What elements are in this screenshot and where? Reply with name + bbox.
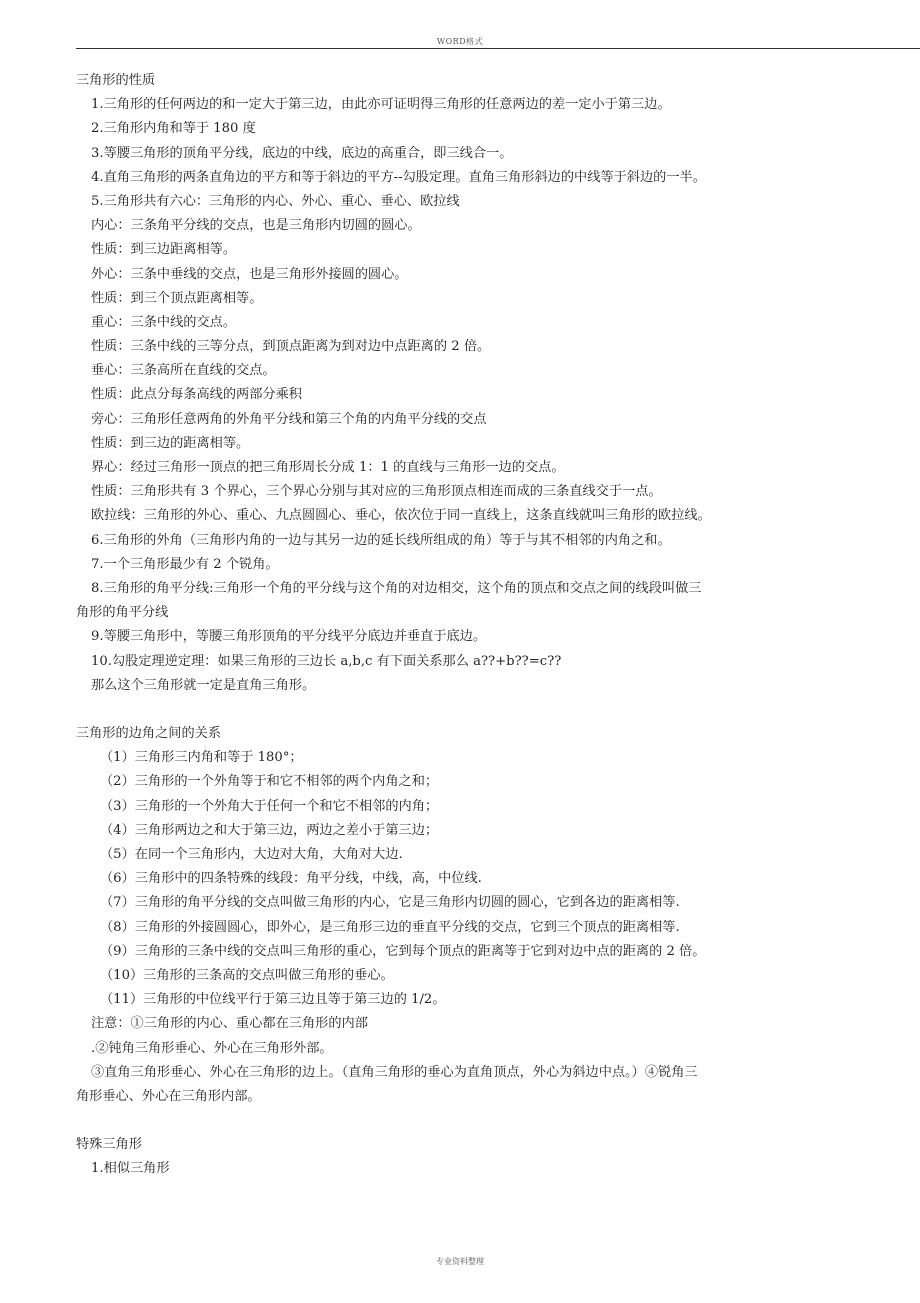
- list-item: （2）三角形的一个外角等于和它不相邻的两个内角之和；: [100, 774, 439, 790]
- text-line: 3.等腰三角形的顶角平分线，底边的中线，底边的高重合，即三线合一。: [91, 145, 513, 161]
- text-line: 2.三角形内角和等于 180 度: [91, 121, 256, 137]
- text-line: 性质：三角形共有 3 个界心，三个界心分别与其对应的三角形顶点相连而成的三条直线交于一点。: [91, 484, 662, 500]
- list-item: （11）三角形的中位线平行于第三边且等于第三边的 1/2。: [100, 992, 446, 1008]
- text-line: 欧拉线：三角形的外心、重心、九点圆圆心、垂心，依次位于同一直线上，这条直线就叫三角形的欧拉线。: [91, 508, 711, 524]
- page-header: WORD格式: [436, 37, 484, 46]
- text-line: 重心：三条中线的交点。: [91, 314, 237, 330]
- list-item: （8）三角形的外接圆圆心，即外心，是三角形三边的垂直平分线的交点，它到三个顶点的距离相等.: [100, 919, 680, 935]
- text-line: 旁心：三角形任意两角的外角平分线和第三个角的内角平分线的交点: [91, 411, 487, 427]
- section-title: 三角形的边角之间的关系: [76, 726, 222, 742]
- text-line: 9.等腰三角形中，等腰三角形顶角的平分线平分底边并垂直于底边。: [91, 629, 487, 645]
- text-line: 性质：到三边的距离相等。: [91, 435, 250, 451]
- note-line: ③直角三角形垂心、外心在三角形的边上。（直角三角形的垂心为直角顶点，外心为斜边中点。）④锐角三: [91, 1064, 698, 1080]
- list-item: （9）三角形的三条中线的交点叫三角形的重心，它到每个顶点的距离等于它到对边中点的距离的 2 倍。: [100, 943, 706, 959]
- section-spacer: [76, 698, 826, 722]
- header-divider: [76, 48, 920, 49]
- text-line: 性质：此点分每条高线的两部分乘积: [91, 387, 302, 403]
- text-line: 7.一个三角形最少有 2 个锐角。: [91, 556, 279, 572]
- text-line: 内心：三条角平分线的交点，也是三角形内切圆的圆心。: [91, 218, 421, 234]
- text-line: 那么这个三角形就一定是直角三角形。: [91, 677, 316, 693]
- note-line-continuation: 角形垂心、外心在三角形内部。: [76, 1088, 261, 1104]
- note-line: 注意：①三角形的内心、重心都在三角形的内部: [91, 1016, 368, 1032]
- text-line: 性质：到三边距离相等。: [91, 242, 237, 258]
- list-item: （5）在同一个三角形内，大边对大角，大角对大边.: [100, 847, 403, 862]
- text-line: 4.直角三角形的两条直角边的平方和等于斜边的平方--勾股定理。直角三角形斜边的中线等于斜边的一半。: [91, 169, 706, 185]
- text-line: 性质：三条中线的三等分点，到顶点距离为到对边中点距离的 2 倍。: [91, 339, 491, 355]
- text-line: 8.三角形的角平分线:三角形一个角的平分线与这个角的对边相交，这个角的顶点和交点之间的线段叫做三: [91, 580, 702, 596]
- text-line: 10.勾股定理逆定理：如果三角形的三边长 a,b,c 有下面关系那么 a??+b??=c??: [91, 653, 562, 669]
- document-body: [76, 69, 826, 1182]
- text-line: 1.三角形的任何两边的和一定大于第三边，由此亦可证明得三角形的任意两边的差一定小于第三边。: [91, 97, 671, 113]
- page-footer: 专业资料整理: [436, 1257, 484, 1266]
- list-item: （3）三角形的一个外角大于任何一个和它不相邻的内角；: [100, 798, 439, 814]
- text-line: 垂心：三条高所在直线的交点。: [91, 363, 276, 379]
- section-title: 特殊三角形: [76, 1137, 142, 1153]
- text-line: 性质：到三个顶点距离相等。: [91, 290, 263, 306]
- list-item: （6）三角形中的四条特殊的线段：角平分线，中线，高，中位线.: [100, 871, 482, 887]
- section-spacer: [76, 1109, 826, 1133]
- section-title: 三角形的性质: [76, 73, 156, 88]
- text-line: 5.三角形共有六心：三角形的内心、外心、重心、垂心、欧拉线: [91, 193, 460, 209]
- text-line: 界心：经过三角形一顶点的把三角形周长分成 1：1 的直线与三角形一边的交点。: [91, 460, 565, 475]
- list-item: （10）三角形的三条高的交点叫做三角形的垂心。: [100, 967, 394, 983]
- text-line: 1.相似三角形: [91, 1161, 170, 1177]
- note-line: .②钝角三角形垂心、外心在三角形外部。: [91, 1040, 333, 1056]
- list-item: （1）三角形三内角和等于 180°；: [100, 750, 303, 766]
- text-line: 外心：三条中垂线的交点，也是三角形外接圆的圆心。: [91, 266, 408, 282]
- text-line-continuation: 角形的角平分线: [76, 605, 169, 621]
- list-item: （4）三角形两边之和大于第三边，两边之差小于第三边；: [100, 822, 439, 838]
- list-item: （7）三角形的角平分线的交点叫做三角形的内心，它是三角形内切圆的圆心，它到各边的距离相等.: [100, 895, 680, 911]
- text-line: 6.三角形的外角（三角形内角的一边与其另一边的延长线所组成的角）等于与其不相邻的内角之和。: [91, 532, 671, 548]
